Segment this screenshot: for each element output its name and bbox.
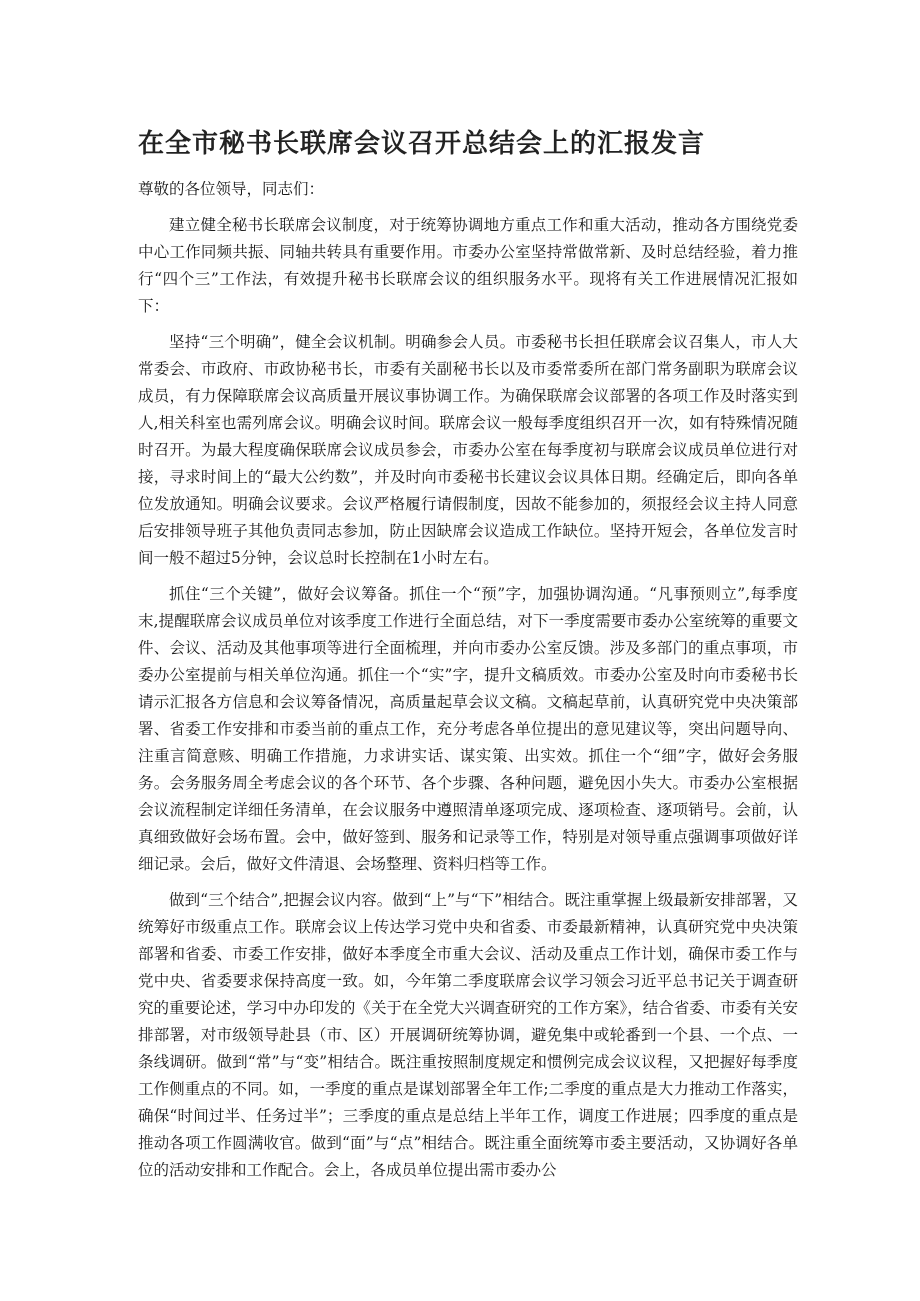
salutation: 尊敬的各位领导，同志们：: [138, 180, 325, 198]
document-page: [138, 0, 798, 1184]
document-title: 在全市秘书长联席会议召开总结会上的汇报发言: [138, 129, 706, 159]
paragraph-intro: 建立健全秘书长联席会议制度，对于统筹协调地方重点工作和重大活动，推动各方围绕党委中心工作同频共振、同轴共转具有重要作用。市委办公室坚持常做常新、及时总结经验，着力推行“四个三”工作法，有效提升秘书长联席会议的组织服务水平。现将有关工作进展情况汇报如下：: [138, 216, 798, 315]
paragraph-three-combinations: 做到“三个结合”,把握会议内容。做到“上”与“下”相结合。既注重掌握上级最新安排部署，又统筹好市级重点工作。联席会议上传达学习党中央和省委、市委最新精神，认真研究党中央决策部署和省委、市委工作安排，做好本季度全市重大会议、活动及重点工作计划，确保市委工作与党中央、省委要求保持高度一致。如，今年第二季度联席会议学习领会习近平总书记关于调查研究的重要论述，学习中办印发的《关于在全党大兴调查研究的工作方案》，结合省委、市委有关安排部署，对市级领导赴县（市、区）开展调研统筹协调，避免集中或轮番到一个县、一个点、一条线调研。做到“常”与“变”相结合。既注重按照制度规定和惯例完成会议议程，又把握好每季度工作侧重点的不同。如，一季度的重点是谋划部署全年工作;二季度的重点是大力推动工作落实，确保“时间过半、任务过半”；三季度的重点是总结上半年工作，调度工作进展；四季度的重点是推动各项工作圆满收官。做到“面”与“点”相结合。既注重全面统筹市委主要活动，又协调好各单位的活动安排和工作配合。会上，各成员单位提出需市委办公: [138, 891, 798, 1179]
paragraph-three-clarities: 坚持“三个明确”，健全会议机制。明确参会人员。市委秘书长担任联席会议召集人，市人大常委会、市政府、市政协秘书长，市委有关副秘书长以及市委常委所在部门常务副职为联席会议成员，有力保障联席会议高质量开展议事协调工作。为确保联席会议部署的各项工作及时落实到人,相关科室也需列席会议。明确会议时间。联席会议一般每季度组织召开一次，如有特殊情况随时召开。为最大程度确保联席会议成员参会，市委办公室在每季度初与联席会议成员单位进行对接，寻求时间上的“最大公约数”，并及时向市委秘书长建议会议具体日期。经确定后，即向各单位发放通知。明确会议要求。会议严格履行请假制度，因故不能参加的，须报经会议主持人同意后安排领导班子其他负责同志参加，防止因缺席会议造成工作缺位。坚持开短会，各单位发言时间一般不超过5分钟，会议总时长控制在1小时左右。: [138, 333, 798, 567]
paragraph-three-keys: 抓住“三个关键”，做好会议筹备。抓住一个“预”字，加强协调沟通。“凡事预则立”,每季度末,提醒联席会议成员单位对该季度工作进行全面总结，对下一季度需要市委办公室统筹的重要文件、会议、活动及其他事项等进行全面梳理，并向市委办公室反馈。涉及多部门的重点事项，市委办公室提前与相关单位沟通。抓住一个“实”字，提升文稿质效。市委办公室及时向市委秘书长请示汇报各方信息和会议筹备情况，高质量起草会议文稿。文稿起草前，认真研究党中央决策部署、省委工作安排和市委当前的重点工作，充分考虑各单位提出的意见建议等，突出问题导向、注重言简意赅、明确工作措施，力求讲实话、谋实策、出实效。抓住一个“细”字，做好会务服务。会务服务周全考虑会议的各个环节、各个步骤、各种问题，避免因小失大。市委办公室根据会议流程制定详细任务清单，在会议服务中遵照清单逐项完成、逐项检查、逐项销号。会前，认真细致做好会场布置。会中，做好签到、服务和记录等工作，特别是对领导重点强调事项做好详细记录。会后，做好文件清退、会场整理、资料归档等工作。: [138, 585, 798, 873]
